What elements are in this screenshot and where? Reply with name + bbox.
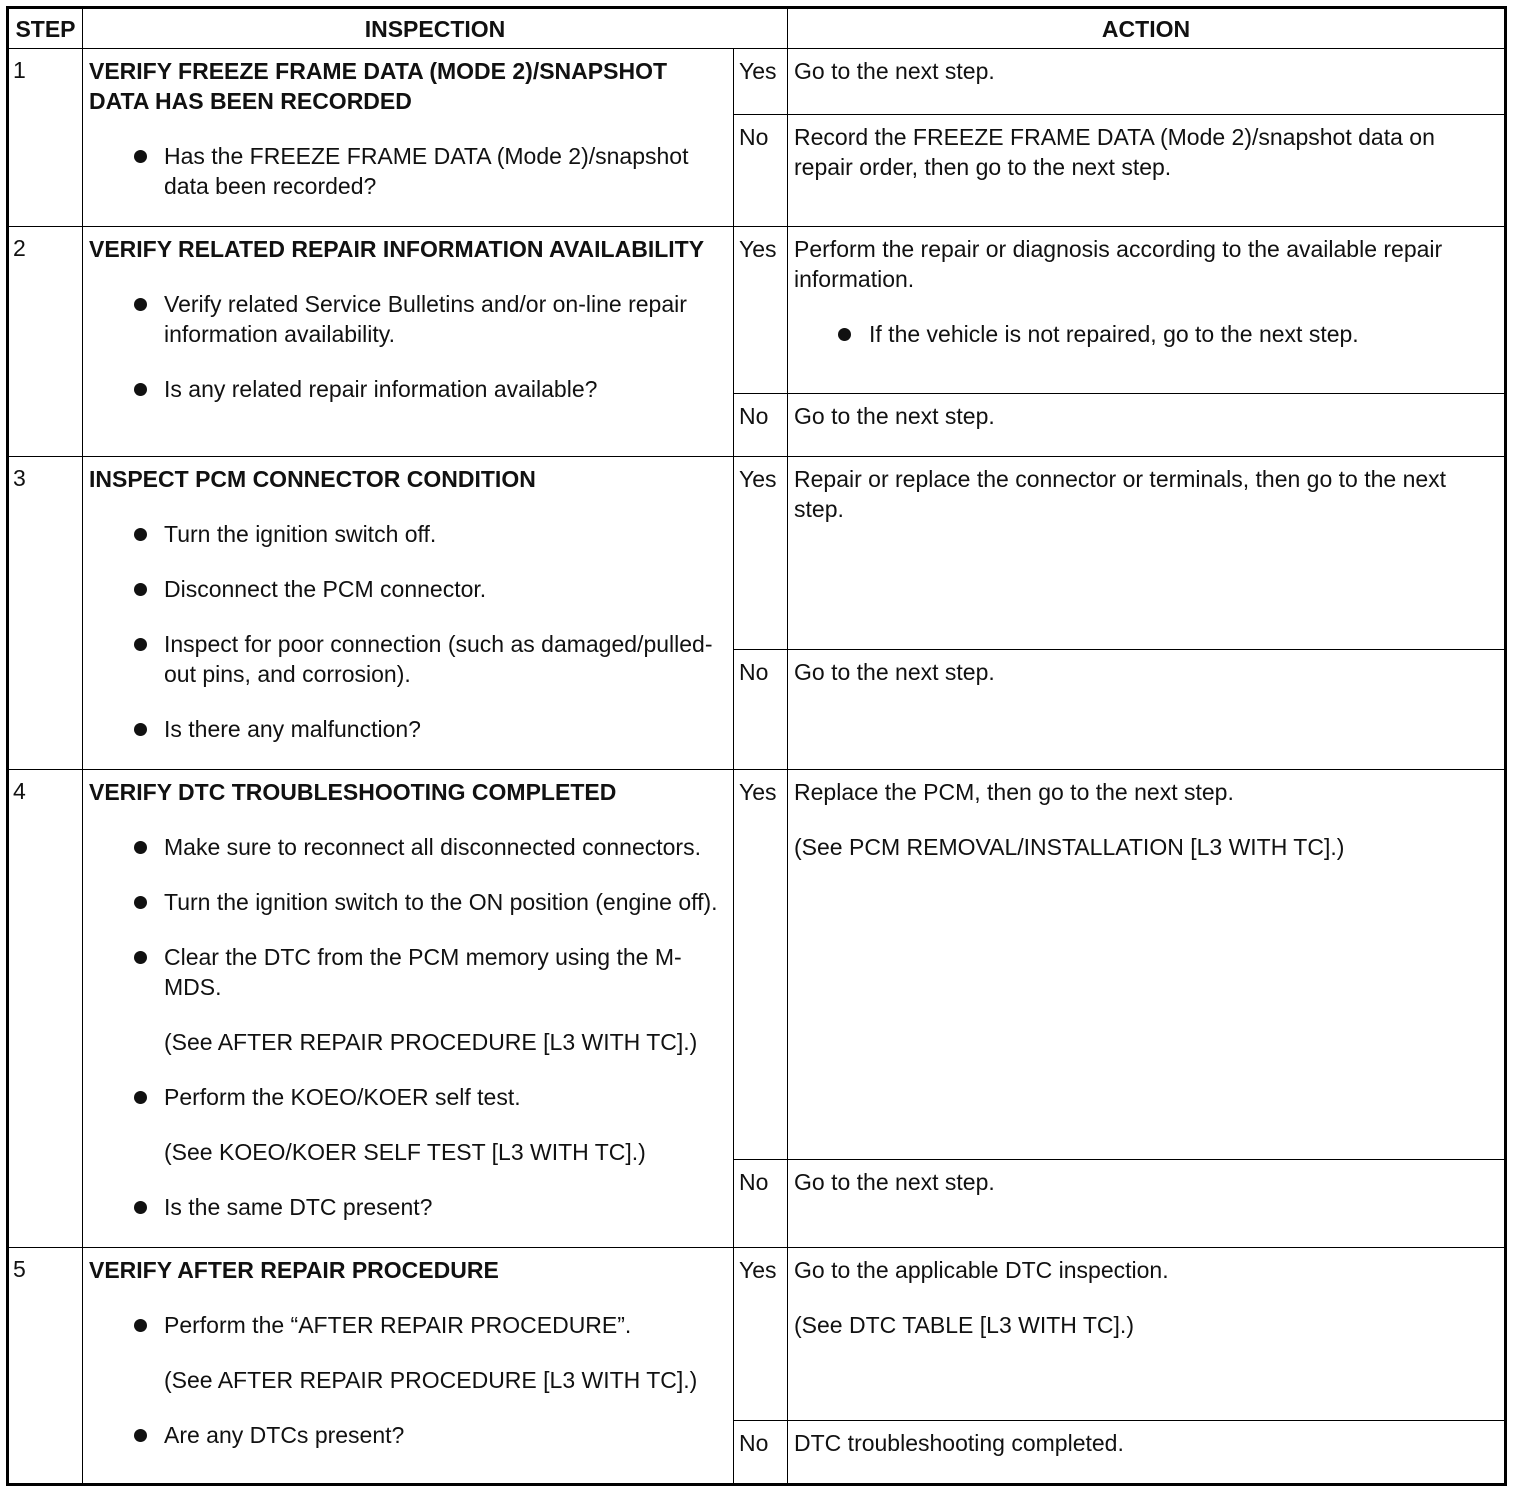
inspection-cell [83,770,734,1248]
inspection-cell [83,1248,734,1485]
no-label: No [734,1421,788,1485]
no-action-text: Go to the next step. [794,1169,995,1195]
yes-action-text: Go to the applicable DTC inspection. [794,1257,1169,1283]
step-row [8,227,1506,394]
inspection-bullet: Are any DTCs present? [89,1420,727,1450]
yes-action-bullet: If the vehicle is not repaired, go to the next step. [794,319,1500,349]
no-label: No [734,1160,788,1248]
inspection-title: VERIFY DTC TROUBLESHOOTING COMPLETED [89,779,617,805]
diagnostic-procedure-table [6,6,1507,1486]
no-action-text: Go to the next step. [794,659,995,685]
no-action-text: Go to the next step. [794,403,995,429]
no-action-text: DTC troubleshooting completed. [794,1430,1124,1456]
inspection-reference-note: (See AFTER REPAIR PROCEDURE [L3 WITH TC].) [164,1367,698,1393]
inspection-reference-note: (See AFTER REPAIR PROCEDURE [L3 WITH TC].) [164,1029,698,1055]
yes-label: Yes [734,49,788,115]
table-header-row [8,8,1506,49]
inspection-title: VERIFY AFTER REPAIR PROCEDURE [89,1257,499,1283]
step-row [8,770,1506,1160]
inspection-bullet: Is the same DTC present? [89,1192,727,1222]
inspection-bullet: Has the FREEZE FRAME DATA (Mode 2)/snapshot data been recorded? [89,141,727,201]
no-label: No [734,650,788,770]
inspection-bullet: Turn the ignition switch off. [89,519,727,549]
inspection-column-header: INSPECTION [83,8,788,49]
inspection-cell [83,49,734,227]
inspection-bullet: Clear the DTC from the PCM memory using the M-MDS. [89,942,727,1002]
no-label: No [734,115,788,227]
yes-action-cell [788,49,1506,115]
yes-label: Yes [734,227,788,394]
step-column-header: STEP [8,8,83,49]
inspection-bullet: Turn the ignition switch to the ON position (engine off). [89,887,727,917]
inspection-bullet: Perform the KOEO/KOER self test. [89,1082,727,1112]
inspection-cell [83,457,734,770]
yes-action-cell [788,1248,1506,1421]
step-row [8,1248,1506,1421]
step-number: 3 [8,457,83,770]
yes-action-cell [788,457,1506,650]
yes-action-text: (See DTC TABLE [L3 WITH TC].) [794,1312,1134,1338]
inspection-cell [83,227,734,457]
yes-action-text: Perform the repair or diagnosis according to the available repair information. [794,236,1443,292]
no-label: No [734,394,788,457]
no-action-cell [788,650,1506,770]
inspection-bullet: Is there any malfunction? [89,714,727,744]
yes-action-text: Go to the next step. [794,58,995,84]
step-row [8,49,1506,115]
step-number: 2 [8,227,83,457]
inspection-reference-note: (See KOEO/KOER SELF TEST [L3 WITH TC].) [164,1139,646,1165]
inspection-bullet: Inspect for poor connection (such as damaged/pulled-out pins, and corrosion). [89,629,727,689]
no-action-cell [788,1421,1506,1485]
inspection-bullet: Disconnect the PCM connector. [89,574,727,604]
inspection-bullet: Is any related repair information available? [89,374,727,404]
yes-label: Yes [734,457,788,650]
yes-action-cell [788,770,1506,1160]
no-action-cell [788,1160,1506,1248]
no-action-cell [788,115,1506,227]
yes-label: Yes [734,770,788,1160]
inspection-bullet: Verify related Service Bulletins and/or on-line repair information availability. [89,289,727,349]
inspection-title: VERIFY FREEZE FRAME DATA (MODE 2)/SNAPSHOT DATA HAS BEEN RECORDED [89,58,668,114]
action-column-header: ACTION [788,8,1506,49]
inspection-title: INSPECT PCM CONNECTOR CONDITION [89,466,536,492]
inspection-bullet: Perform the “AFTER REPAIR PROCEDURE”. [89,1310,727,1340]
no-action-cell [788,394,1506,457]
yes-action-text: Replace the PCM, then go to the next step. [794,779,1234,805]
no-action-text: Record the FREEZE FRAME DATA (Mode 2)/snapshot data on repair order, then go to the next step. [794,124,1435,180]
yes-action-text: Repair or replace the connector or terminals, then go to the next step. [794,466,1447,522]
inspection-title: VERIFY RELATED REPAIR INFORMATION AVAILABILITY [89,236,705,262]
yes-action-text: (See PCM REMOVAL/INSTALLATION [L3 WITH TC].) [794,834,1345,860]
step-number: 4 [8,770,83,1248]
step-number: 1 [8,49,83,227]
yes-action-cell [788,227,1506,394]
step-row [8,457,1506,650]
step-number: 5 [8,1248,83,1485]
inspection-bullet: Make sure to reconnect all disconnected connectors. [89,832,727,862]
yes-label: Yes [734,1248,788,1421]
